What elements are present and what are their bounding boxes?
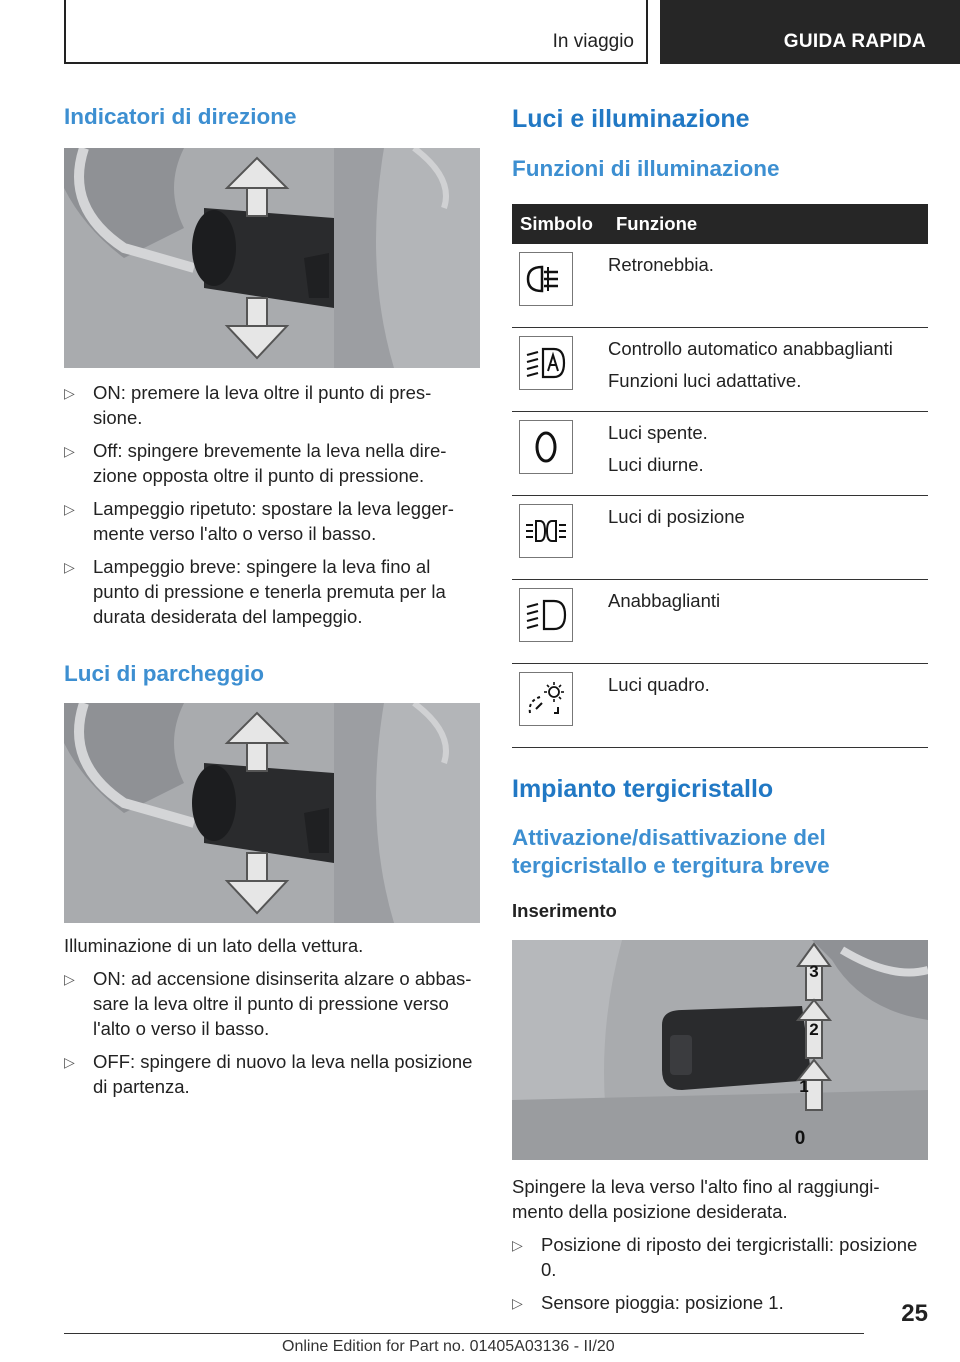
triangle-bullet-icon: ▷ [512,1295,523,1311]
table-row [512,496,928,580]
triangle-bullet-icon: ▷ [64,971,75,987]
table-row [512,244,928,328]
list-item: ▷ OFF: spingere di nuovo la leva nella posizione di partenza. [64,1051,473,1097]
lights-off-zero-icon [519,420,573,474]
triangle-bullet-icon: ▷ [64,501,75,517]
list-item: ▷ Lampeggio ripetuto: spostare la leva legger- mente verso l'alto o verso il basso. [64,498,454,544]
parking-lights-heading: Luci di parcheggio [64,661,265,686]
turn-signal-list [64,380,480,629]
parking-lights-intro: Illuminazione di un lato della vettura. [64,935,364,956]
wiper-position-1-label: 1 [799,1077,809,1096]
wiper-lever-photo [512,940,928,1160]
header-chapter-label: GUIDA RAPIDA [783,31,926,52]
function-text: Luci diurne. [608,454,704,475]
lighting-symbols-table [512,204,928,748]
col-function-header: Funzione [608,204,928,244]
auto-headlight-icon [519,336,573,390]
turn-signals-heading: Indicatori di direzione [64,104,297,129]
wiper-position-3-label: 3 [809,962,819,981]
edition-note: Online Edition for Part no. 01405A03136 - II/20 [282,1338,615,1355]
list-item: ▷ ON: ad accensione disinserita alzare o abbas- sare la leva oltre il punto di pressione verso l'alto o verso il basso. [64,968,472,1039]
wiper-list [512,1232,928,1315]
parking-light-lever-photo [64,703,480,923]
table-row [512,412,928,496]
wiper-intro: Spingere la leva verso l'alto fino al raggiungi- mento della posizione desiderata. [512,1176,880,1222]
table-header-row [512,204,928,244]
triangle-bullet-icon: ▷ [64,559,75,575]
triangle-bullet-icon: ▷ [64,385,75,401]
function-text: Retronebbia. [608,254,714,275]
header-section-label: In viaggio [552,31,634,52]
turn-signal-lever-photo [64,148,480,368]
function-text: Luci di posizione [608,506,745,527]
col-symbol-header: Simbolo [512,204,608,244]
function-text: Anabbaglianti [608,590,721,611]
list-item: ▷ Posizione di riposto dei tergicristalli: posizione 0. [512,1234,918,1280]
parking-lights-icon [519,504,573,558]
table-row [512,664,928,748]
function-text: Controllo automatico anabbaglianti [608,338,893,359]
header-section-tab [64,0,648,64]
list-item: ▷ ON: premere la leva oltre il punto di pres- sione. [64,382,432,428]
wiper-position-0-label: 0 [794,1128,806,1149]
list-item: ▷ Off: spingere brevemente la leva nella dire- zione opposta oltre il punto di pressione. [64,440,447,486]
triangle-bullet-icon: ▷ [64,443,75,459]
list-item: ▷ Lampeggio breve: spingere la leva fino al punto di pressione e tenerla premuta per la durata desiderata del lampeggio. [64,556,446,627]
wiper-heading: Impianto tergicristallo [512,775,774,803]
footer-divider [64,1333,864,1334]
page-number: 25 [901,1300,928,1327]
function-text: Luci spente. [608,422,708,443]
table-row [512,580,928,664]
right-column [512,102,928,1323]
rear-fog-light-icon [519,252,573,306]
list-item: ▷ Sensore pioggia: posizione 1. [512,1290,928,1315]
wiper-position-2-label: 2 [809,1020,819,1039]
instrument-lighting-icon [519,672,573,726]
lights-heading: Luci e illuminazione [512,105,750,133]
table-row [512,328,928,412]
insert-heading: Inserimento [512,900,617,921]
function-text: Funzioni luci adattative. [608,370,802,391]
header-chapter-tab [660,0,960,64]
parking-lights-list [64,966,480,1099]
wiper-subheading: Attivazione/disattivazione del tergicristallo e tergitura breve [512,825,830,878]
triangle-bullet-icon: ▷ [512,1237,523,1253]
triangle-bullet-icon: ▷ [64,1054,75,1070]
low-beam-icon [519,588,573,642]
lighting-functions-heading: Funzioni di illuminazione [512,156,780,181]
left-column [64,102,480,1107]
function-text: Luci quadro. [608,674,710,695]
